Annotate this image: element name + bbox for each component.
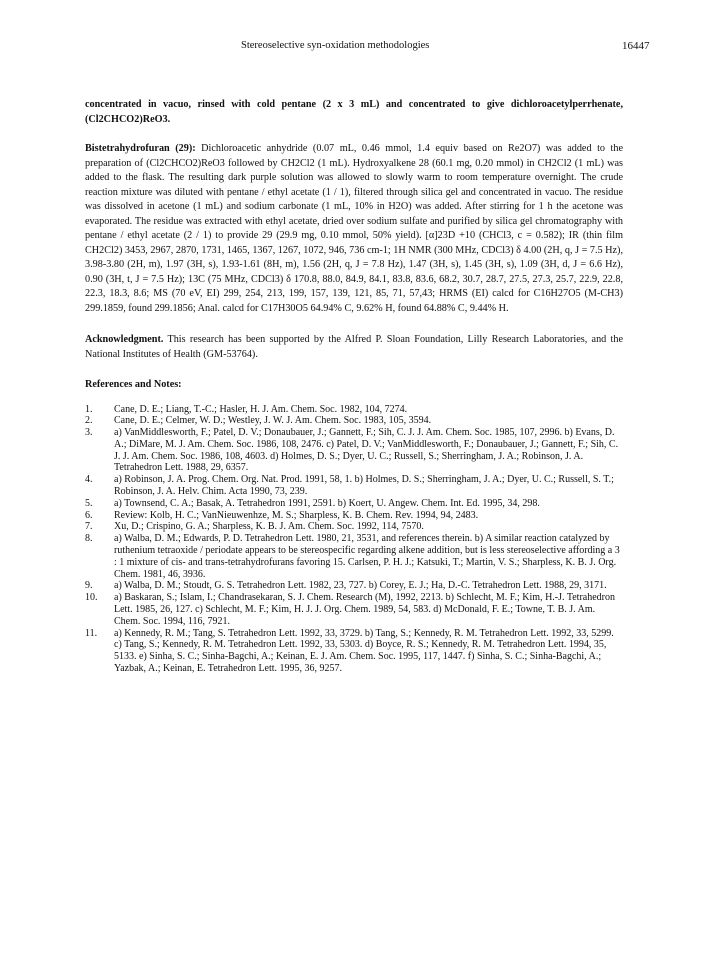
continued-paragraph: concentrated in vacuo, rinsed with cold pentane (2 x 3 mL) and concentrated to give dichloroacetylperrhenate, (Cl2CHCO2)ReO3. <box>85 99 623 125</box>
running-title: Stereoselective syn-oxidation methodologies <box>241 40 430 51</box>
acknowledgment-text: This research has been supported by the Alfred P. Sloan Foundation, Lilly Research Laboratories, and the National Institutes of Health (GM-53764). <box>85 334 623 360</box>
reference-text: a) Walba, D. M.; Stoudt, G. S. Tetrahedron Lett. 1982, 23, 727. b) Corey, E. J.; Ha, D.-C. Tetrahedron Lett. 1988, 29, 3171. <box>114 580 607 592</box>
reference-number: 3. <box>85 427 93 439</box>
running-head <box>0 39 701 55</box>
reference-number: 8. <box>85 533 93 545</box>
reference-item <box>85 580 623 592</box>
reference-text: Cane, D. E.; Liang, T.-C.; Hasler, H. J. Am. Chem. Soc. 1982, 104, 7274. <box>114 403 408 415</box>
page-number: 16447 <box>622 40 650 52</box>
references-heading: References and Notes: <box>85 379 182 390</box>
reference-item <box>85 474 623 498</box>
reference-text: a) Kennedy, R. M.; Tang, S. Tetrahedron Lett. 1992, 33, 3729. b) Tang, S.; Kennedy, R. M. Tetrahedron Lett. 1992, 33, 5299. c) Tang, S.; Kennedy, R. M. Tetrahedron Lett. 1992, 33, 5303. d) Boyce, R. S.; Kennedy, R. M. Tetrahedron Lett. 1994, 35, 5133. e) Sinha, S. C.; Sinha-Bagchi, A.; Keinan, E. J. Am. Chem. Soc. 1995, 117, 1447. f) Sinha, S. C.; Sinha-Bagchi, A.; Yazbak, A.; Keinan, E. Tetrahedron Lett. 1995, 36, 9257. <box>114 627 614 675</box>
reference-item <box>85 510 623 522</box>
reference-item <box>85 415 623 427</box>
reference-number: 6. <box>85 509 93 521</box>
compound-heading: Bistetrahydrofuran (29): <box>85 143 196 154</box>
reference-item <box>85 427 623 474</box>
reference-text: a) VanMiddlesworth, F.; Patel, D. V.; Donaubauer, J.; Gannett, F.; Sih, C. J. J. Am. Chem. Soc. 1985, 107, 2996. b) Evans, D. A.; DiMare, M. J. Am. Chem. Soc. 1986, 108, 2476. c) Patel, D. V.; VanMiddlesworth, F.; Donaubauer, J.; Gannett, F.; Sih, C. J. J. Am. Chem. Soc. 1986, 108, 4603. d) Holmes, D. S.; Dyer, U. C.; Russell, S.; Sherringham, J. A.; Robinson, J. A. Tetrahedron Lett. 1988, 29, 6357. <box>114 427 619 474</box>
experimental-paragraph <box>85 142 623 316</box>
reference-text: a) Robinson, J. A. Prog. Chem. Org. Nat. Prod. 1991, 58, 1. b) Holmes, D. S.; Sherringham, J. A.; Dyer, U. C.; Russell, S. T.; Robinson, J. A. Helv. Chim. Acta 1990, 73, 239. <box>114 474 614 498</box>
reference-item <box>85 521 623 533</box>
experimental-text: Dichloroacetic anhydride (0.07 mL, 0.46 mmol, 1.4 equiv based on Re2O7) was added to the preparation of (Cl2CHCO2)ReO3 followed by CH2Cl2 (1 mL). Hydroxyalkene 28 (60.1 mg, 0.20 mmol) in CH2Cl2 (1 mL) was added to the flask. The resulting dark purple solution was allowed to slowly warm to room temperature overnight. The crude reaction mixture was diluted with pentane / ethyl acetate (1 / 1), filtered through silica gel and concentrated in vacuo. The residue was dissolved in acetone (1 mL) and sodium carbonate (1 mL, 10% in H2O) was added. After stirring for 1 h the acetone was evaporated. The residue was extracted with ethyl acetate, dried over sodium sulfate and purified by silica gel chromatography with pentane / ethyl acetate (2 / 1) to provide 29 (29.9 mg, 0.10 mmol, 50% yield). [α]23D +10 (CHCl3, c = 0.582); IR (thin film CH2Cl2) 3453, 2967, 2870, 1731, 1465, 1367, 1267, 1072, 946, 736 cm-1; 1H NMR (300 MHz, CDCl3) δ 4.00 (2H, q, J = 7.5 Hz), 3.98-3.80 (2H, m), 1.97 (3H, s), 1.93-1.61 (8H, m), 1.56 (2H, q, J = 7.8 Hz), 1.47 (3H, s), 1.45 (3H, s), 1.09 (3H, d, J = 6.6 Hz), 0.90 (3H, t, J = 7.5 Hz); 13C (75 MHz, CDCl3) δ 170.8, 88.0, 84.9, 84.1, 83.8, 83.6, 68.2, 30.7, 28.7, 27.5, 27.3, 25.7, 22.9, 22.8, 22.3, 18.3, 8.6; MS (70 eV, EI) 299, 254, 213, 199, 157, 139, 121, 85, 71, 57,43; HRMS (EI) calcd for C16H27O5 (M-CH3) 299.1859, found 299.1856; Anal. calcd for C17H30O5 64.94% C, 9.62% H, found 64.88% C, 9.44% H. <box>85 143 623 314</box>
reference-number: 7. <box>85 521 93 533</box>
reference-text: a) Townsend, C. A.; Basak, A. Tetrahedron 1991, 2591. b) Koert, U. Angew. Chem. Int. Ed. 1995, 34, 298. <box>114 497 540 509</box>
reference-number: 5. <box>85 497 93 509</box>
reference-text: Xu, D.; Crispino, G. A.; Sharpless, K. B. J. Am. Chem. Soc. 1992, 114, 7570. <box>114 521 424 533</box>
reference-item <box>85 592 623 627</box>
acknowledgment-paragraph <box>85 333 623 362</box>
reference-item <box>85 533 623 580</box>
reference-number: 4. <box>85 474 93 486</box>
reference-text: a) Walba, D. M.; Edwards, P. D. Tetrahedron Lett. 1980, 21, 3531, and references therein. b) A similar reaction catalyzed by ruthenium tetraoxide / periodate appears to be stereospecific regarding alkene addition, but is less stereoselective affording a 3 : 1 mixture of cis- and trans-tetrahydrofurans favoring 15. Carlsen, P. H. J.; Katsuki, T.; Martin, V. S.; Sharpless, K. B. J. Org. Chem. 1981, 46, 3936. <box>114 533 620 580</box>
reference-number: 11. <box>85 627 98 639</box>
reference-number: 10. <box>85 592 98 604</box>
reference-item <box>85 404 623 416</box>
reference-text: a) Baskaran, S.; Islam, I.; Chandrasekaran, S. J. Chem. Research (M), 1992, 2213. b) Schlecht, M. F.; Kim, H.-J. Tetrahedron Lett. 1985, 26, 127. c) Schlecht, M. F.; Kim, H. J. J. Org. Chem. 1989, 54, 583. d) McDonald, F. E.; Towne, T. B. J. Am. Chem. Soc. 1994, 116, 7921. <box>114 592 615 627</box>
acknowledgment-heading: Acknowledgment. <box>85 334 164 345</box>
reference-item <box>85 628 623 675</box>
reference-list <box>85 404 623 675</box>
reference-text: Cane, D. E.; Celmer, W. D.; Westley, J. W. J. Am. Chem. Soc. 1983, 105, 3594. <box>114 415 432 427</box>
reference-text: Review: Kolb, H. C.; VanNieuwenhze, M. S.; Sharpless, K. B. Chem. Rev. 1994, 94, 2483. <box>114 509 479 521</box>
reference-number: 2. <box>85 415 93 427</box>
reference-number: 9. <box>85 580 93 592</box>
reference-number: 1. <box>85 403 93 415</box>
page-body <box>85 98 623 675</box>
reference-item <box>85 498 623 510</box>
